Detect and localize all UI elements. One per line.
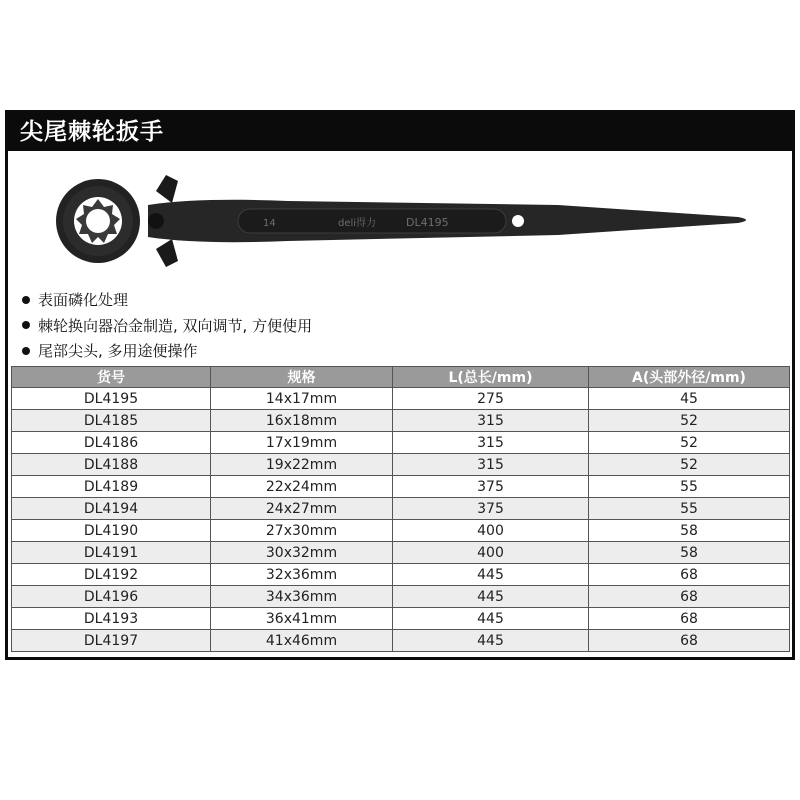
product-spec-card <box>5 110 795 660</box>
title-bar <box>8 113 792 151</box>
table-row: DL4186 17x19mm 315 52 <box>12 432 790 454</box>
feature-item: 棘轮换向器冶金制造, 双向调节, 方便使用 <box>22 314 312 340</box>
table-row: DL4196 34x36mm 445 68 <box>12 586 790 608</box>
table-row: DL4188 19x22mm 315 52 <box>12 454 790 476</box>
feature-list <box>22 288 312 365</box>
size-engraving: 14 <box>263 218 276 229</box>
table-header-row <box>12 367 790 388</box>
feature-item: 尾部尖头, 多用途便操作 <box>22 339 312 365</box>
page-title: 尖尾棘轮扳手 <box>20 119 164 145</box>
table-row: DL4193 36x41mm 445 68 <box>12 608 790 630</box>
bullet-icon <box>22 347 30 355</box>
table-row: DL4194 24x27mm 375 55 <box>12 498 790 520</box>
column-header-length: L(总长/mm) <box>393 367 589 388</box>
bullet-icon <box>22 296 30 304</box>
ratchet-wrench-image <box>38 163 768 283</box>
spec-table <box>11 366 790 652</box>
table-row: DL4192 32x36mm 445 68 <box>12 564 790 586</box>
feature-item: 表面磷化处理 <box>22 288 312 314</box>
table-row: DL4191 30x32mm 400 58 <box>12 542 790 564</box>
table-row: DL4195 14x17mm 275 45 <box>12 388 790 410</box>
bullet-icon <box>22 321 30 329</box>
column-header-head-diameter: A(头部外径/mm) <box>589 367 790 388</box>
table-row: DL4185 16x18mm 315 52 <box>12 410 790 432</box>
table-row: DL4190 27x30mm 400 58 <box>12 520 790 542</box>
model-engraving: DL4195 <box>406 216 449 229</box>
table-row: DL4197 41x46mm 445 68 <box>12 630 790 652</box>
table-row: DL4189 22x24mm 375 55 <box>12 476 790 498</box>
column-header-spec: 规格 <box>211 367 393 388</box>
column-header-item-no: 货号 <box>12 367 211 388</box>
brand-engraving: deli得力 <box>338 218 377 229</box>
